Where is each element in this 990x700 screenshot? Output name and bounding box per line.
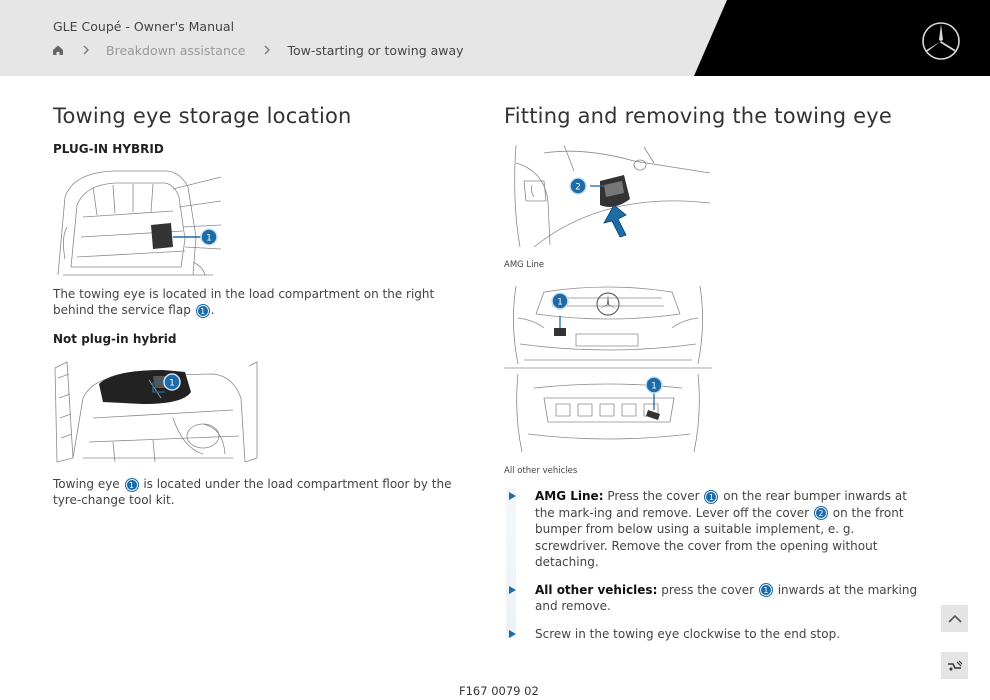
page-header — [0, 0, 990, 76]
hybrid-text-end: . — [210, 303, 215, 317]
amg-figure-callout: 2 — [575, 182, 581, 193]
step-label: All other vehicles: — [535, 582, 658, 597]
breadcrumb — [52, 42, 464, 58]
non-hybrid-text-end: is located under the load compartment floor by the tyre-change tool kit. — [53, 477, 452, 507]
figure-reference-code: F167 0079 02 — [459, 684, 539, 698]
non-hybrid-description — [53, 476, 473, 508]
step-text: on the front bumper from below using a suitable implement, e. g. screwdriver. Remove the cover from the opening without detaching. — [535, 505, 904, 569]
step-item — [506, 626, 924, 643]
callout-badge: 2 — [815, 507, 827, 519]
callout-badge: 1 — [705, 491, 717, 503]
not-hybrid-heading: Not plug-in hybrid — [53, 332, 177, 346]
scroll-to-top-button[interactable] — [941, 605, 968, 632]
non-hybrid-text: Towing eye — [53, 477, 120, 491]
step-text: Screw in the towing eye clockwise to the end stop. — [535, 626, 841, 641]
rear-figure-callout: 1 — [651, 381, 657, 392]
breadcrumb-link-breakdown[interactable]: Breakdown assistance — [106, 42, 246, 58]
all-vehicles-caption: All other vehicles — [504, 466, 578, 476]
towing-tool-icon — [947, 660, 963, 672]
step-item — [506, 488, 924, 571]
step-arrow-icon — [509, 492, 516, 500]
step-text: inwards at the marking and remove. — [535, 582, 918, 613]
towing-tool-button[interactable] — [941, 652, 968, 679]
step-text: on the rear bumper inwards at the mark-ing and remove. Lever off the cover — [535, 489, 907, 520]
step-arrow-icon — [509, 586, 516, 594]
hybrid-description — [53, 286, 473, 318]
document-title: GLE Coupé - Owner's Manual — [53, 19, 235, 34]
callout-badge: 1 — [197, 305, 209, 317]
step-item — [506, 582, 924, 615]
all-vehicles-bumper-figure — [504, 284, 712, 456]
hybrid-figure-callout: 1 — [206, 233, 212, 244]
amg-bumper-cover-figure — [504, 141, 712, 251]
callout-badge: 1 — [126, 479, 138, 491]
chevron-right-icon — [263, 45, 271, 55]
home-icon[interactable] — [52, 44, 64, 56]
hybrid-text: The towing eye is located in the load compartment on the right behind the service flap — [53, 287, 435, 317]
amg-line-caption: AMG Line — [504, 260, 545, 270]
non-hybrid-figure-callout: 1 — [169, 378, 175, 389]
non-hybrid-load-floor-figure — [53, 358, 259, 466]
chevron-right-icon — [82, 45, 90, 55]
chevron-up-icon — [948, 614, 962, 623]
plug-in-hybrid-heading: PLUG-IN HYBRID — [53, 142, 164, 156]
hybrid-load-compartment-figure — [53, 167, 223, 278]
callout-badge: 1 — [760, 584, 772, 596]
step-label: AMG Line: — [535, 489, 604, 503]
step-arrow-icon — [509, 630, 516, 638]
step-text: Press the cover — [607, 489, 700, 503]
instruction-steps — [506, 488, 924, 653]
front-figure-callout: 1 — [557, 297, 563, 308]
breadcrumb-current: Tow-starting or towing away — [287, 42, 464, 58]
left-section-title: Towing eye storage location — [53, 104, 352, 128]
mercedes-star-logo — [921, 21, 961, 61]
step-text: press the cover — [661, 582, 755, 597]
right-section-title: Fitting and removing the towing eye — [504, 104, 892, 128]
